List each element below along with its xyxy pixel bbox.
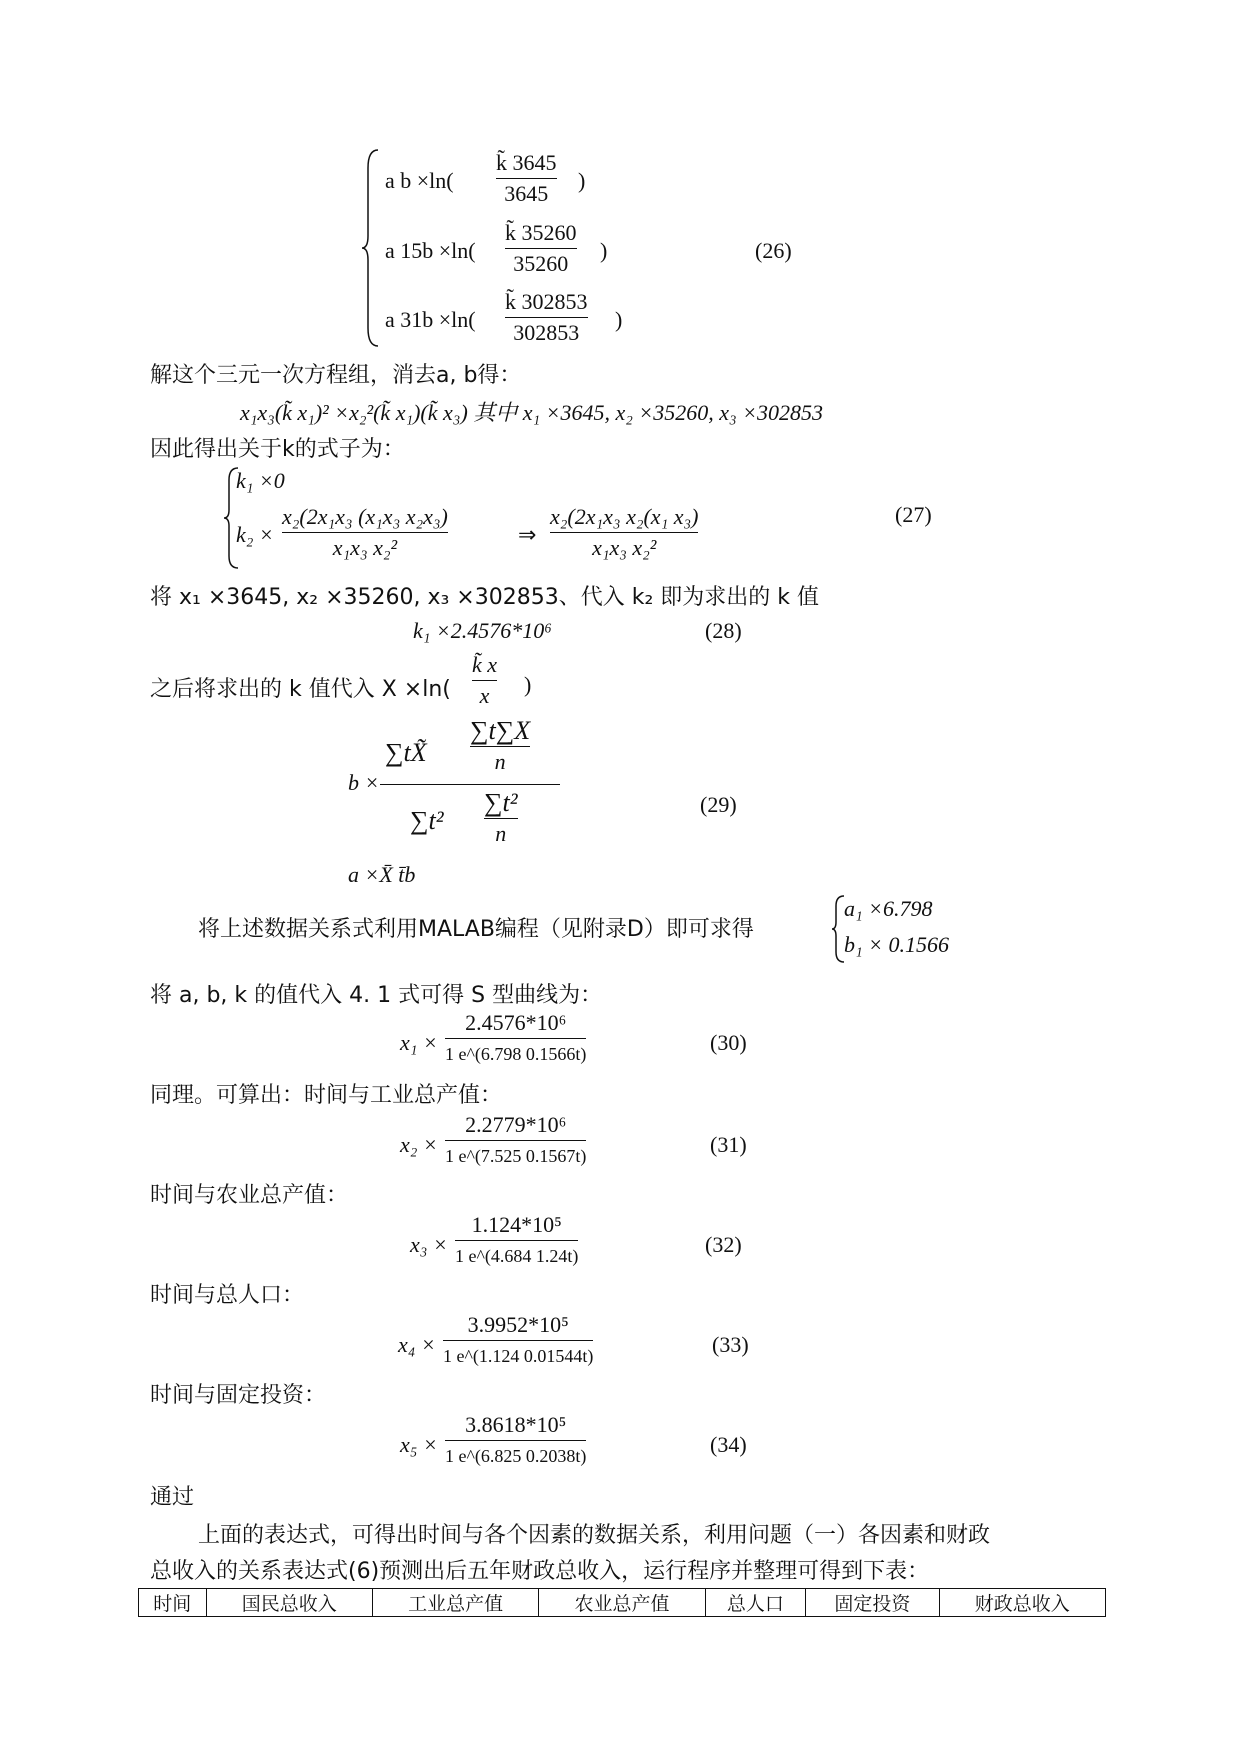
- eq31-lhs: x₂ ×: [400, 1132, 438, 1157]
- eq27-frac1-num: x₂(2x₁x₃ (x₁x₃ x₂x₃): [282, 504, 448, 529]
- text4-num: k̃ x: [472, 652, 498, 677]
- table-header-cell: 农业总产值: [539, 1589, 705, 1617]
- eq26-row3-den: 302853: [513, 320, 580, 345]
- eq27-fraction-2: [550, 504, 698, 561]
- paragraph-text: 同理。可算出：时间与工业总产值：: [150, 1083, 503, 1108]
- eq29-number: (29): [700, 792, 737, 817]
- eq29-num-frac: [470, 718, 530, 775]
- eq30-lhs: x₁ ×: [400, 1030, 438, 1055]
- eq27-arrow: ⇒: [518, 522, 537, 547]
- paragraph-text: 之后将求出的 k 值代入 X ×ln(: [150, 677, 451, 702]
- eq33-fraction: [443, 1312, 593, 1369]
- paragraph-text: 时间与固定投资：: [150, 1383, 327, 1408]
- eq26-row2-left: a 15b ×ln(: [385, 238, 476, 263]
- paragraph-text: 将上述数据关系式利用MALAB编程（见附录D）即可求得: [198, 917, 754, 942]
- eq34-num: 3.8618*10⁵: [465, 1412, 567, 1437]
- table-header-cell: 时间: [139, 1589, 207, 1617]
- results-table: [138, 1588, 1106, 1617]
- eq33-num: 3.9952*10⁵: [467, 1312, 569, 1337]
- eq29-num-left: ∑tX̃: [385, 738, 427, 767]
- eq33-lhs: x₄ ×: [398, 1332, 436, 1357]
- result-b1: b₁ × 0.1566: [844, 932, 949, 957]
- eq26-row1-num: k̃ 3645: [496, 150, 557, 175]
- eq29-num-frac-num: ∑t∑X: [470, 716, 531, 745]
- equation-line: x₁x₃(k̃ x₁)² ×x₂²(k̃ x₁)(k̃ x₃) 其中 x₁ ×3645, x₂ ×35260, x₃ ×302853: [240, 400, 824, 425]
- eq31-fraction: [445, 1112, 586, 1169]
- eq34-lhs: x₅ ×: [400, 1432, 438, 1457]
- eq26-row3-close: ): [615, 307, 623, 332]
- eq26-row2-close: ): [600, 238, 608, 263]
- eq29-a-line: a ×X̄ t̄b: [348, 862, 416, 887]
- eq34-fraction: [445, 1412, 586, 1469]
- eq26-row2-fraction: [505, 220, 577, 277]
- eq26-row2-num: k̃ 35260: [505, 220, 577, 245]
- paragraph-text: 将 a, b, k 的值代入 4. 1 式可得 S 型曲线为：: [150, 983, 603, 1008]
- eq33-number: (33): [712, 1332, 749, 1357]
- eq27-fraction-1: [282, 504, 448, 561]
- eq26-row3-left: a 31b ×ln(: [385, 307, 476, 332]
- eq30-num: 2.4576*10⁶: [465, 1010, 567, 1035]
- eq27-frac1-den: x₁x₃ x₂²: [332, 535, 398, 560]
- eq34-den: 1 e^(6.825 0.2038t): [445, 1446, 587, 1466]
- eq32-fraction: [455, 1212, 578, 1269]
- eq29-main-bar: [380, 784, 560, 785]
- table-header-cell: 工业总产值: [372, 1589, 538, 1617]
- eq27-frac2-den: x₁x₃ x₂²: [592, 535, 657, 560]
- eq26-row2-den: 35260: [513, 251, 569, 276]
- eq28-body: k₁ ×2.4576*10⁶: [413, 618, 552, 643]
- text4-den: x: [479, 683, 490, 708]
- table-header-cell: 国民总收入: [206, 1589, 372, 1617]
- eq30-fraction: [445, 1010, 586, 1067]
- table-header-row: [139, 1589, 1106, 1617]
- eq27-number: (27): [895, 502, 932, 527]
- eq31-number: (31): [710, 1132, 747, 1157]
- eq26-row1-fraction: [496, 150, 557, 207]
- table-header-cell: 总人口: [705, 1589, 806, 1617]
- eq32-den: 1 e^(4.684 1.24t): [455, 1246, 579, 1266]
- eq27-k1: k₁ ×0: [236, 468, 285, 493]
- table-header-cell: 财政总收入: [939, 1589, 1105, 1617]
- eq29-den-left: ∑t²: [410, 806, 444, 835]
- eq26-row1-den: 3645: [504, 181, 549, 206]
- eq30-number: (30): [710, 1030, 747, 1055]
- eq26-number: (26): [755, 238, 792, 263]
- paragraph-text: 总收入的关系表达式(6)预测出后五年财政总收入，运行程序并整理可得到下表：: [150, 1559, 930, 1584]
- eq26-row3-num: k̃ 302853: [505, 289, 588, 314]
- eq32-number: (32): [705, 1232, 742, 1257]
- eq29-den-frac-num: ∑t²: [484, 788, 518, 817]
- eq32-lhs: x₃ ×: [410, 1232, 448, 1257]
- text4-fraction: [472, 652, 497, 709]
- eq29-b-left: b ×: [348, 770, 380, 795]
- eq34-number: (34): [710, 1432, 747, 1457]
- eq29-den-frac-den: n: [495, 821, 507, 846]
- text4-close: ): [524, 672, 532, 697]
- eq30-den: 1 e^(6.798 0.1566t): [445, 1044, 587, 1064]
- brace-26-svg: [362, 148, 382, 348]
- eq31-num: 2.2779*10⁶: [465, 1112, 567, 1137]
- paragraph-text: 时间与农业总产值：: [150, 1183, 349, 1208]
- eq26-row1-left: a b ×ln(: [385, 168, 454, 193]
- paragraph-text: 将 x₁ ×3645, x₂ ×35260, x₃ ×302853、代入 k₂ 即为求出的 k 值: [150, 585, 819, 610]
- eq26-row3-fraction: [505, 289, 588, 346]
- paragraph-text: 因此得出关于k的式子为：: [150, 437, 405, 462]
- paragraph-text: 时间与总人口：: [150, 1283, 305, 1308]
- eq33-den: 1 e^(1.124 0.01544t): [443, 1346, 594, 1366]
- eq27-k2-left: k₂ ×: [236, 522, 274, 547]
- eq29-den-frac: [484, 790, 518, 847]
- paragraph-text: 通过: [150, 1485, 195, 1510]
- table-header-cell: 固定投资: [806, 1589, 939, 1617]
- eq26-row1-close: ): [578, 168, 586, 193]
- eq32-num: 1.124*10⁵: [471, 1212, 562, 1237]
- eq29-num-frac-den: n: [494, 749, 506, 774]
- paragraph-text: 解这个三元一次方程组，消去a, b得：: [150, 363, 522, 388]
- result-a1: a₁ ×6.798: [844, 896, 933, 921]
- eq31-den: 1 e^(7.525 0.1567t): [445, 1146, 587, 1166]
- eq28-number: (28): [705, 618, 742, 643]
- paragraph-text: 上面的表达式，可得出时间与各个因素的数据关系，利用问题（一）各因素和财政: [198, 1523, 991, 1548]
- eq27-frac2-num: x₂(2x₁x₃ x₂(x₁ x₃): [550, 504, 699, 529]
